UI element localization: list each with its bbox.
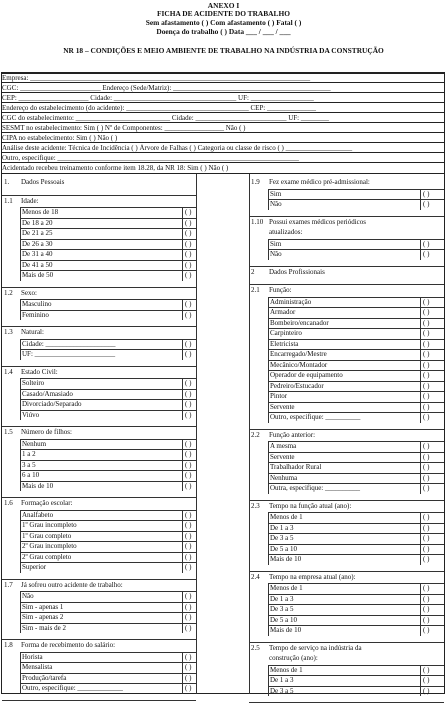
checkbox[interactable]: ( )	[423, 360, 430, 369]
section-number: 1.4	[4, 367, 13, 376]
annex-title: ANEXO I	[207, 1, 240, 10]
inner-left-rule	[20, 510, 21, 573]
option-de-5-a-10: De 5 a 10	[270, 615, 298, 624]
section-divider	[249, 571, 444, 572]
checkbox-rule	[182, 510, 183, 573]
checkbox-rule	[182, 339, 183, 360]
section-number: 2.2	[251, 430, 260, 439]
inner-left-rule	[20, 339, 21, 360]
section-title: Já sofreu outro acidente de trabalho:	[21, 580, 123, 589]
option-sim-apenas-1: Sim - apenas 1	[22, 602, 64, 611]
option-nao: Não	[22, 592, 34, 600]
checkbox[interactable]: ( )	[185, 379, 192, 387]
checkbox[interactable]: ( )	[423, 413, 430, 421]
checkbox-rule	[420, 441, 421, 494]
checkbox[interactable]: ( )	[423, 350, 430, 358]
option-casado-amasiado: Casado/Amasiado	[22, 389, 73, 398]
option-viuvo: Viúvo	[22, 410, 40, 419]
checkbox[interactable]: ( )	[423, 371, 430, 379]
inner-left-rule	[20, 591, 21, 633]
checkbox[interactable]: ( )	[423, 484, 430, 492]
cgc-address-field[interactable]: CGC: _______________________ Endereço (Sede/Matriz): _____________________________________________	[2, 84, 331, 92]
checkbox[interactable]: ( )	[423, 308, 430, 316]
option-trabalhador-rural: Trabalhador Rural	[270, 463, 322, 471]
option-encarregado-mestre: Encarregado/Mestre	[270, 350, 327, 358]
other-specify-field[interactable]: Outro, especifique: _____________________________________________________________________	[2, 154, 299, 162]
option-superior: Superior	[22, 563, 47, 571]
checkbox-rule	[420, 583, 421, 636]
checkbox[interactable]: ( )	[185, 623, 192, 632]
section-number: 1.10	[251, 217, 264, 226]
section-title: atualizados:	[269, 228, 303, 236]
option-de-3-a-5: De 3 a 5	[270, 605, 294, 613]
checkbox[interactable]: ( )	[423, 473, 430, 482]
section-divider	[2, 426, 196, 427]
inner-left-rule	[20, 207, 21, 281]
establishment-cgc-field[interactable]: CGC do estabelecimento: ___________________________ Cidade: __________________________ UF: ________	[2, 114, 329, 122]
checkbox[interactable]: ( )	[185, 410, 192, 419]
cipa-field[interactable]: CIPA no estabelecimento: Sim ( ) Não ( )	[2, 134, 118, 142]
checkbox-rule	[420, 665, 421, 697]
section-number: 1.3	[4, 328, 13, 336]
inner-left-rule	[20, 299, 21, 320]
option-outra-especifique: Outra, especifique: __________	[270, 484, 361, 492]
checkbox[interactable]: ( )	[185, 510, 192, 519]
nr18-subtitle: NR 18 – CONDIÇÕES E MEIO AMBIENTE DE TRABALHO NA INDÚSTRIA DA CONSTRUÇÃO	[63, 46, 384, 55]
checkbox[interactable]: ( )	[423, 392, 430, 400]
checkbox[interactable]: ( )	[185, 439, 192, 448]
checkbox[interactable]: ( )	[423, 381, 430, 390]
inner-left-rule	[20, 652, 21, 694]
option-divorciado-separado: Divorciado/Separado	[22, 400, 82, 408]
option-nao: Não	[270, 200, 282, 208]
section-number: 1.	[4, 178, 10, 186]
option-mensalista: Mensalista	[22, 663, 53, 671]
section-number: 1.7	[4, 580, 13, 589]
option-operador-de-equipamento: Operador de equipamento	[270, 371, 343, 379]
inner-left-rule	[268, 297, 269, 423]
option-masculino: Masculino	[22, 300, 52, 308]
section-divider	[249, 500, 444, 501]
section-title: Função anterior:	[269, 430, 316, 439]
section-divider	[249, 284, 444, 285]
section-title: Dados Profissionais	[269, 267, 325, 276]
section-number: 1.5	[4, 428, 13, 436]
option-sim-mais-de-2: Sim - mais de 2	[22, 623, 66, 632]
option-nao: Não	[270, 250, 282, 258]
checkbox[interactable]: ( )	[185, 218, 192, 227]
section-divider	[249, 266, 444, 267]
section-title: Função:	[269, 286, 292, 294]
option-producao-tarefa: Produção/tarefa	[22, 673, 67, 682]
section-title: Fez exame médico pré-admissional:	[269, 178, 370, 186]
option-de-18-a-20: De 18 a 20	[22, 218, 53, 227]
section-title: Número de filhos:	[21, 428, 72, 436]
checkbox[interactable]: ( )	[185, 663, 192, 671]
option-analfabeto: Analfabeto	[22, 510, 54, 519]
checkbox[interactable]: ( )	[185, 563, 192, 571]
option-mais-de-10: Mais de 10	[270, 555, 302, 563]
option-bombeiro-encanador: Bombeiro/encanador	[270, 318, 329, 327]
option-de-31-a-40: De 31 a 40	[22, 250, 53, 258]
inner-left-rule	[268, 441, 269, 494]
inner-left-rule	[20, 378, 21, 420]
checkbox[interactable]: ( )	[423, 523, 430, 532]
section-number: 2.5	[251, 643, 260, 652]
option-mecanico-montador: Mecânico/Montador	[270, 360, 328, 369]
analysis-method-field[interactable]: Análise deste acidente: Técnica de Incidência ( ) Árvore de Falhas ( ) Categoria ou classe de risco ( ) ___________________	[2, 144, 353, 152]
checkbox-rule	[420, 512, 421, 565]
option-mais-de-10: Mais de 10	[270, 626, 302, 634]
section-divider	[249, 216, 444, 217]
checkbox[interactable]: ( )	[185, 592, 192, 600]
option-2-grau-completo: 2º Grau completo	[22, 552, 72, 561]
section-divider	[2, 700, 196, 701]
option-1-grau-incompleto: 1º Grau incompleto	[22, 521, 77, 529]
checkbox[interactable]: ( )	[185, 389, 192, 398]
checkbox[interactable]: ( )	[423, 676, 430, 684]
section-number: 2	[251, 267, 255, 276]
checkbox[interactable]: ( )	[185, 542, 192, 550]
option-outro-especifique: Outro, especifique: __________	[270, 413, 361, 421]
checkbox[interactable]: ( )	[423, 626, 430, 634]
section-number: 1.1	[4, 196, 13, 205]
establishment-address-field[interactable]: Endereço do estabelecimento (do acidente): ___________________________________ CEP: ______________	[2, 104, 316, 112]
checkbox[interactable]: ( )	[185, 460, 192, 469]
option-6-a-10: 6 a 10	[22, 471, 40, 479]
checkbox[interactable]: ( )	[185, 450, 192, 458]
checkbox[interactable]: ( )	[423, 339, 430, 348]
section-divider	[2, 497, 196, 498]
option-de-1-a-3: De 1 a 3	[270, 523, 294, 532]
checkbox[interactable]: ( )	[423, 615, 430, 624]
checkbox[interactable]: ( )	[423, 200, 430, 208]
checkbox[interactable]: ( )	[185, 229, 192, 237]
checkbox[interactable]: ( )	[185, 471, 192, 479]
option-horista: Horista	[22, 652, 43, 661]
checkbox[interactable]: ( )	[185, 481, 192, 490]
section-title: construção (ano):	[269, 654, 318, 662]
section-number: 2.4	[251, 572, 260, 581]
option-de-1-a-3: De 1 a 3	[270, 676, 294, 684]
option-pintor: Pintor	[270, 392, 288, 400]
checkbox[interactable]: ( )	[423, 594, 430, 603]
option-de-3-a-5: De 3 a 5	[270, 534, 294, 542]
option-sim-apenas-2: Sim - apenas 2	[22, 613, 64, 621]
option-1-grau-completo: 1º Grau completo	[22, 531, 72, 540]
inner-left-rule	[268, 239, 269, 260]
checkbox[interactable]: ( )	[423, 239, 430, 248]
inner-left-rule	[268, 512, 269, 565]
inner-left-rule	[268, 583, 269, 636]
checkbox[interactable]: ( )	[423, 605, 430, 613]
option-de-5-a-10: De 5 a 10	[270, 544, 298, 553]
company-field[interactable]: Empresa: ________________________________________________________________________________	[2, 74, 311, 82]
checkbox[interactable]: ( )	[185, 673, 192, 682]
option-administracao: Administração	[270, 297, 312, 306]
option-armador: Armador	[270, 308, 296, 316]
checkbox[interactable]: ( )	[423, 318, 430, 327]
section-title: Natural:	[21, 328, 44, 336]
column-divider	[196, 174, 197, 694]
section-title: Sexo:	[21, 288, 37, 297]
checkbox-rule	[182, 591, 183, 633]
section-divider	[2, 639, 196, 640]
option-2-grau-incompleto: 2º Grau incompleto	[22, 542, 77, 550]
option-carpinteiro: Carpinteiro	[270, 329, 302, 337]
checkbox[interactable]: ( )	[185, 350, 192, 358]
checkbox[interactable]: ( )	[423, 555, 430, 563]
section-number: 1.8	[4, 641, 13, 649]
option-mais-de-10: Mais de 10	[22, 481, 54, 490]
checkbox[interactable]: ( )	[423, 584, 430, 592]
option-eletricista: Eletricista	[270, 339, 299, 348]
cep-city-uf-field[interactable]: CEP: ____________________ Cidade: ___________________________________ UF: __________________	[2, 94, 314, 102]
option-1-a-2: 1 a 2	[22, 450, 36, 458]
checkbox-rule	[420, 297, 421, 423]
checkbox-rule	[420, 189, 421, 210]
section-number: 1.2	[4, 288, 13, 297]
option-de-3-a-5: De 3 a 5	[270, 686, 294, 695]
checkbox-rule	[182, 299, 183, 320]
absence-options: Sem afastamento ( ) Com afastamento ( ) Fatal ( )	[145, 18, 302, 27]
option-uf: UF: _______________________	[22, 350, 116, 358]
checkbox[interactable]: ( )	[185, 300, 192, 308]
option-servente: Servente	[270, 402, 295, 411]
checkbox[interactable]: ( )	[423, 189, 430, 198]
checkbox[interactable]: ( )	[423, 463, 430, 471]
checkbox[interactable]: ( )	[423, 686, 430, 695]
option-menos-de-1: Menos de 1	[270, 665, 303, 674]
checkbox[interactable]: ( )	[185, 613, 192, 621]
checkbox[interactable]: ( )	[185, 552, 192, 561]
section-divider	[2, 326, 196, 327]
checkbox[interactable]: ( )	[423, 442, 430, 450]
option-pedreiro-estucador: Pedreiro/Estucador	[270, 381, 324, 390]
checkbox[interactable]: ( )	[423, 665, 430, 674]
checkbox[interactable]: ( )	[185, 208, 192, 216]
section-divider	[2, 366, 196, 367]
inner-left-rule	[20, 439, 21, 492]
option-feminino: Feminino	[22, 310, 49, 319]
training-field[interactable]: Acidentado recebeu treinamento conforme item 18.28, da NR 18: Sim ( ) Não ( )	[2, 164, 229, 172]
checkbox-rule	[420, 239, 421, 260]
checkbox[interactable]: ( )	[185, 271, 192, 279]
checkbox[interactable]: ( )	[423, 250, 430, 258]
option-de-41-a-50: De 41 a 50	[22, 260, 53, 269]
section-divider	[249, 429, 444, 430]
option-de-1-a-3: De 1 a 3	[270, 594, 294, 603]
checkbox[interactable]: ( )	[185, 339, 192, 348]
checkbox-rule	[182, 439, 183, 492]
form-title: FICHA DE ACIDENTE DO TRABALHO	[157, 9, 290, 18]
option-nenhum: Nenhum	[22, 439, 47, 448]
column-divider	[249, 174, 250, 694]
checkbox[interactable]: ( )	[185, 652, 192, 661]
checkbox[interactable]: ( )	[423, 297, 430, 306]
sesmt-field[interactable]: SESMT no estabelecimento: Sim ( ) Nº de Componentes: _________________ Não ( )	[2, 124, 246, 132]
checkbox-rule	[182, 207, 183, 281]
section-divider	[249, 642, 444, 643]
option-3-a-5: 3 a 5	[22, 460, 36, 469]
section-title: Possui exames médicos periódicos	[269, 217, 367, 226]
checkbox[interactable]: ( )	[423, 402, 430, 411]
option-nenhuma: Nenhuma	[270, 473, 298, 482]
option-servente: Servente	[270, 452, 295, 461]
checkbox[interactable]: ( )	[185, 400, 192, 408]
checkbox[interactable]: ( )	[185, 521, 192, 529]
section-title: Forma de recebimento do salário:	[21, 641, 116, 649]
checkbox[interactable]: ( )	[185, 250, 192, 258]
section-title: Tempo na função atual (ano):	[269, 501, 352, 510]
checkbox-rule	[182, 378, 183, 420]
checkbox[interactable]: ( )	[423, 513, 430, 521]
checkbox[interactable]: ( )	[185, 239, 192, 248]
inner-left-rule	[268, 665, 269, 697]
section-number: 2.1	[251, 286, 260, 294]
section-number: 1.6	[4, 499, 13, 507]
section-divider	[2, 579, 196, 580]
checkbox[interactable]: ( )	[185, 602, 192, 611]
section-divider	[2, 195, 196, 196]
section-title: Dados Pessoais	[21, 178, 65, 186]
section-number: 2.3	[251, 501, 260, 510]
option-sim: Sim	[270, 189, 282, 198]
option-menos-de-1: Menos de 1	[270, 584, 303, 592]
option-menos-de-18: Menos de 18	[22, 208, 59, 216]
section-divider	[2, 287, 196, 288]
checkbox[interactable]: ( )	[185, 531, 192, 540]
section-title: Tempo na empresa atual (ano):	[269, 572, 356, 581]
option-solteiro: Solteiro	[22, 379, 45, 387]
section-title: Idade:	[21, 196, 39, 205]
option-cidade: Cidade: ____________________	[22, 339, 116, 348]
option-mais-de-50: Mais de 50	[22, 271, 54, 279]
checkbox[interactable]: ( )	[185, 310, 192, 319]
checkbox[interactable]: ( )	[423, 544, 430, 553]
section-title: Estado Civil:	[21, 367, 58, 376]
inner-left-rule	[268, 189, 269, 210]
checkbox[interactable]: ( )	[185, 684, 192, 692]
checkbox[interactable]: ( )	[185, 260, 192, 269]
option-outro-especifique: Outro, especifique: _____________	[22, 684, 123, 692]
section-title: Formação escolar:	[21, 499, 73, 507]
option-de-26-a-30: De 26 a 30	[22, 239, 53, 248]
option-sim: Sim	[270, 239, 282, 248]
section-number: 1.9	[251, 178, 260, 186]
checkbox[interactable]: ( )	[423, 452, 430, 461]
option-de-21-a-25: De 21 a 25	[22, 229, 53, 237]
checkbox[interactable]: ( )	[423, 534, 430, 542]
checkbox-rule	[182, 652, 183, 694]
section-title: Tempo de serviço na indústria da	[269, 643, 362, 652]
checkbox[interactable]: ( )	[423, 329, 430, 337]
option-menos-de-1: Menos de 1	[270, 513, 303, 521]
option-a-mesma: A mesma	[270, 442, 297, 450]
disease-date-line: Doença do trabalho ( ) Data ___ / ___ / ___	[156, 27, 291, 36]
